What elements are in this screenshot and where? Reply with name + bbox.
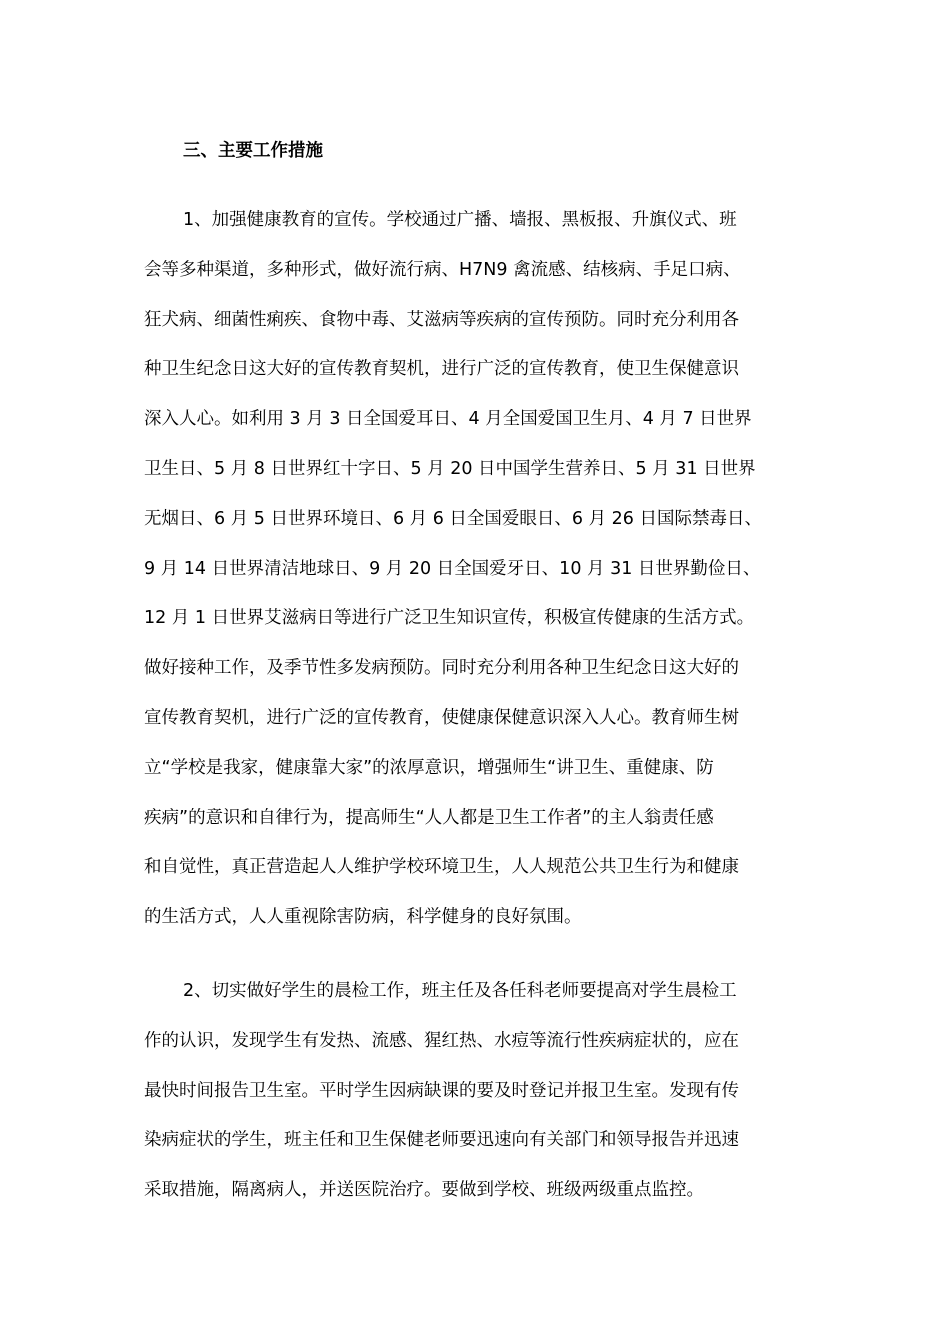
paragraph-line: 12 月 1 日世界艾滋病日等进行广泛卫生知识宣传，积极宣传健康的生活方式。	[144, 608, 755, 629]
paragraph-line: 卫生日、5 月 8 日世界红十字日、5 月 20 日中国学生营养日、5 月 31 日世界	[144, 458, 756, 479]
paragraph-line: 疾病”的意识和自律行为，提高师生“人人都是卫生工作者”的主人翁责任感	[144, 807, 714, 828]
paragraph-line: 宣传教育契机，进行广泛的宣传教育，使健康保健意识深入人心。教育师生树	[144, 707, 739, 728]
paragraph-line: 9 月 14 日世界清洁地球日、9 月 20 日全国爱牙日、10 月 31 日世界勤俭日、	[144, 558, 761, 579]
paragraph-line: 种卫生纪念日这大好的宣传教育契机，进行广泛的宣传教育，使卫生保健意识	[144, 359, 739, 380]
paragraph-line: 染病症状的学生，班主任和卫生保健老师要迅速向有关部门和领导报告并迅速	[144, 1130, 739, 1151]
paragraph-line: 1、加强健康教育的宣传。学校通过广播、墙报、黑板报、升旗仪式、班	[183, 210, 737, 230]
paragraph-health-education	[144, 196, 824, 943]
paragraph-line: 作的认识，发现学生有发热、流感、猩红热、水痘等流行性疾病症状的，应在	[144, 1030, 739, 1051]
paragraph-line: 做好接种工作，及季节性多发病预防。同时充分利用各种卫生纪念日这大好的	[144, 658, 739, 679]
paragraph-line: 立“学校是我家，健康靠大家”的浓厚意识，增强师生“讲卫生、重健康、防	[144, 757, 714, 778]
paragraph-line: 和自觉性，真正营造起人人维护学校环境卫生，人人规范公共卫生行为和健康	[144, 857, 739, 878]
paragraph-morning-check	[144, 967, 824, 1216]
paragraph-line: 深入人心。如利用 3 月 3 日全国爱耳日、4 月全国爱国卫生月、4 月 7 日世界	[144, 409, 752, 430]
paragraph-line: 狂犬病、细菌性痢疾、食物中毒、艾滋病等疾病的宣传预防。同时充分利用各	[144, 309, 739, 330]
paragraph-line: 采取措施，隔离病人，并送医院治疗。要做到学校、班级两级重点监控。	[144, 1180, 704, 1201]
paragraph-line: 2、切实做好学生的晨检工作，班主任及各任科老师要提高对学生晨检工	[183, 981, 737, 1001]
section-heading: 三、主要工作措施	[183, 141, 323, 161]
paragraph-line: 最快时间报告卫生室。平时学生因病缺课的要及时登记并报卫生室。发现有传	[144, 1080, 739, 1101]
paragraph-line: 的生活方式，人人重视除害防病，科学健身的良好氛围。	[144, 907, 582, 928]
paragraph-line: 无烟日、6 月 5 日世界环境日、6 月 6 日全国爱眼日、6 月 26 日国际禁毒日、	[144, 508, 763, 529]
paragraph-line: 会等多种渠道，多种形式，做好流行病、H7N9 禽流感、结核病、手足口病、	[144, 259, 741, 280]
